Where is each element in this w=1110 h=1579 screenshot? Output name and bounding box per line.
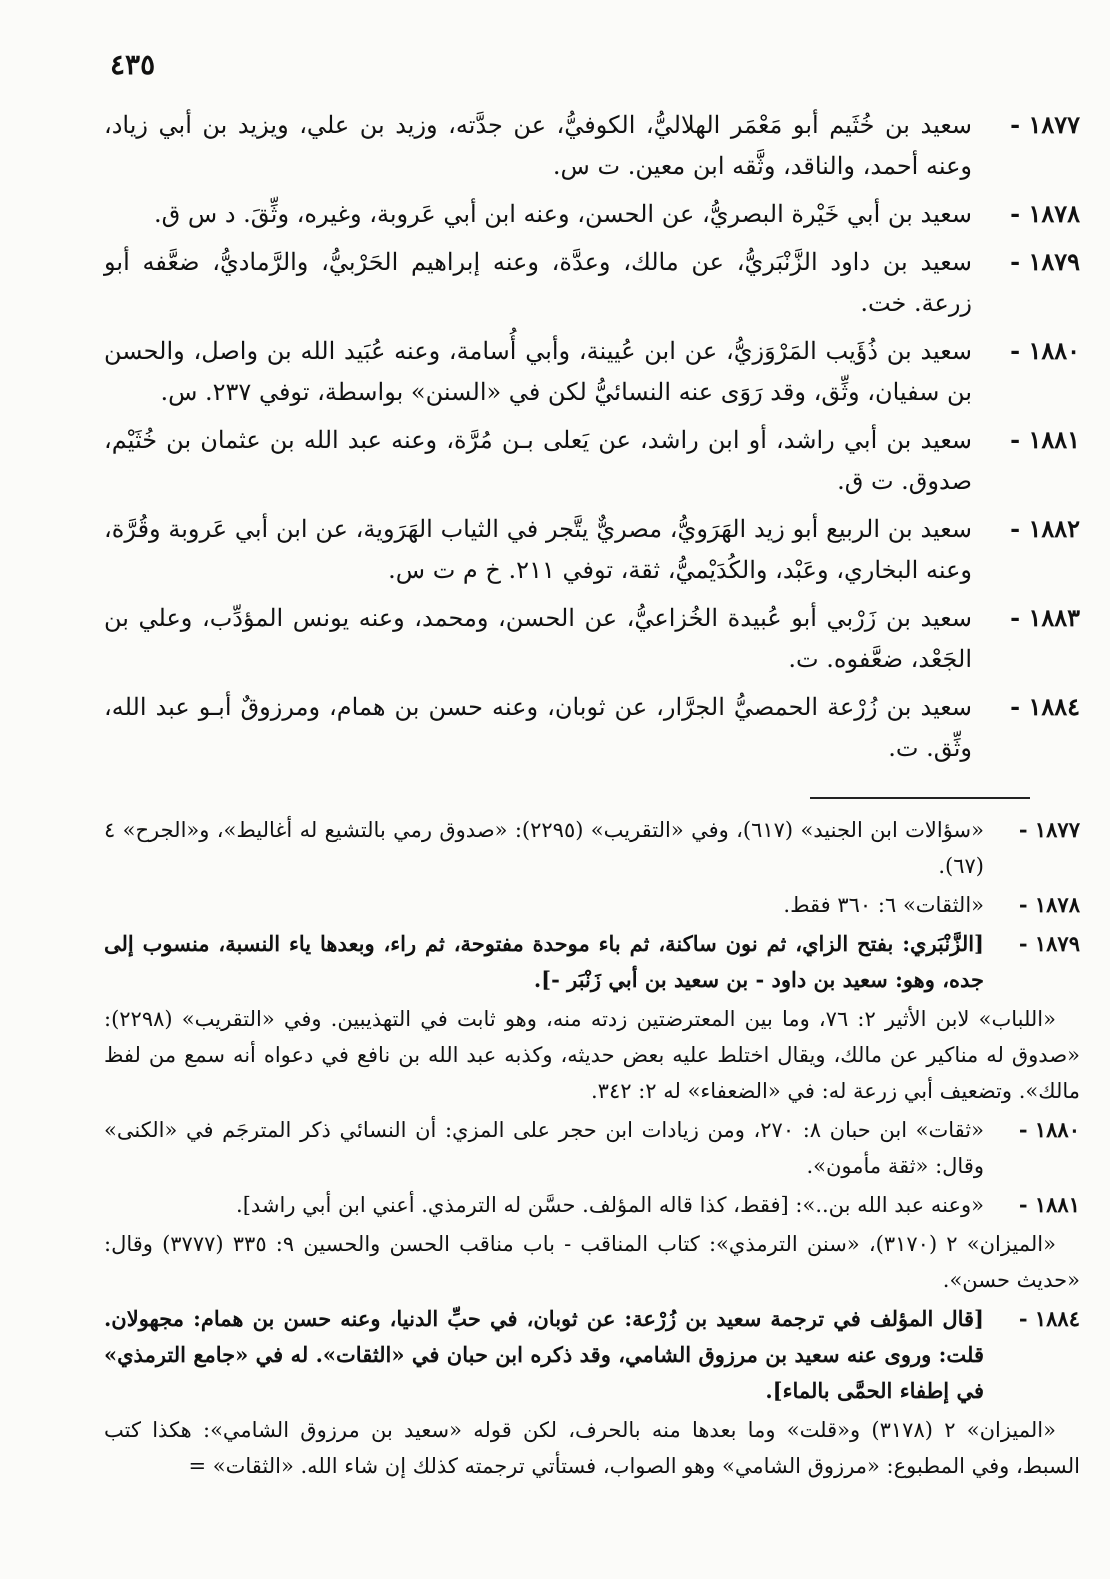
- entry-text: سعيد بن خُثَيم أبو مَعْمَر الهلاليُّ، الكوفيُّ، عن جدَّته، وزيد بن علي، ويزيد بن أبي زياد، وعنه أحمد، والناقد، وثَّقه ابن معين. ت س.: [104, 111, 972, 180]
- entry-number: ١٨٧٧ -: [1010, 110, 1080, 139]
- entry-text: سعيد بن الربيع أبو زيد الهَرَويُّ، مصريٌّ يتَّجر في الثياب الهَرَوية، عن ابن أبي عَروبة وقُرَّة، وعنه البخاري، وعَبْد، والكُدَيْميُّ، ثقة، توفي ٢١١. خ م ت س.: [104, 515, 972, 584]
- entry-1883: [104, 597, 1080, 680]
- footnote-1884: [104, 1301, 1080, 1409]
- entry-text: سعيد بن زَرْبي أبو عُبيدة الخُزاعيُّ، عن الحسن، ومحمد، وعنه يونس المؤدِّب، وعلي بن الجَعْد، ضعَّفوه. ت.: [104, 604, 972, 673]
- entry-text: سعيد بن داود الزَّنْبَريُّ، عن مالك، وعدَّة، وعنه إبراهيم الحَرْبيُّ، والرَّماديُّ، ضعَّفه أبو زرعة. خت.: [104, 248, 972, 317]
- footnote-number: ١٨٨٤ -: [1018, 1306, 1080, 1331]
- footnote-number: ١٨٨١ -: [1018, 1192, 1080, 1217]
- entry-number: ١٨٨٤ -: [1010, 692, 1080, 721]
- footnote-text: [قال المؤلف في ترجمة سعيد بن زُرْعة: عن ثوبان، في حبِّ الدنيا، وعنه حسن بن همام: مجهولان. قلت: وروى عنه سعيد بن مرزوق الشامي، وقد ذكره ابن حبان في «الثقات». له في «جامع الترمذي» في إطفاء الحمَّى بالماء].: [104, 1306, 984, 1403]
- footnote-number: ١٨٧٧ -: [1018, 817, 1080, 842]
- footnote-number: ١٨٧٨ -: [1018, 892, 1080, 917]
- footnote-1880: [104, 1112, 1080, 1184]
- entry-text: سعيد بن أبي راشد، أو ابن راشد، عن يَعلى بـن مُرَّة، وعنه عبد الله بن عثمان بن خُثَيْم، صدوق. ت ق.: [104, 426, 973, 495]
- entry-number: ١٨٨٢ -: [1010, 514, 1080, 543]
- entry-text: سعيد بن زُرْعة الحمصيُّ الجرَّار، عن ثوبان، وعنه حسن بن همام، ومرزوقٌ أبـو عبد الله، وثِّق. ت.: [104, 693, 972, 762]
- footnote-1884-source: «الميزان» ٢ (٣١٧٨) و«قلت» وما بعدها منه بالحرف، لكن قوله «سعيد بن مرزوق الشامي»: هكذا كتب السبط، وفي المطبوع: «مرزوق الشامي» وهو الصواب، فستأتي ترجمته كذلك إن شاء الله. «الثقات» =: [104, 1418, 1080, 1478]
- footnote-text: «الثقات» ٦: ٣٦٠ فقط.: [783, 893, 984, 917]
- footnote-1879-source: «اللباب» لابن الأثير ٢: ٧٦، وما بين المعترضتين زدته منه، وهو ثابت في التهذيبين. وفي «التقريب» (٢٢٩٨): «صدوق له مناكير عن مالك، ويقال اختلط عليه بعض حديثه، وكذبه عبد الله بن نافع في دعواه أنه سمع من لفظ مالك». وتضعيف أبي زرعة له: في «الضعفاء» له ٢: ٣٤٢.: [104, 1007, 1080, 1103]
- footnote-separator: [810, 797, 1030, 799]
- footnote-1877: [104, 812, 1080, 884]
- entry-1884: [104, 686, 1080, 769]
- entry-1881: [104, 419, 1080, 502]
- footnotes: [104, 812, 1080, 1487]
- footnote-text: [الزَّنْبَري: بفتح الزاي، ثم نون ساكنة، ثم باء موحدة مفتوحة، ثم راء، وبعدها ياء النسبة، منسوب إلى جده، وهو: سعيد بن داود - بن سعيد بن أبي زَنْبَر -].: [104, 931, 984, 992]
- footnote-text: «سؤالات ابن الجنيد» (٦١٧)، وفي «التقريب» (٢٢٩٥): «صدوق رمي بالتشيع له أغاليط»، و«الجرح» ٤ (٦٧).: [104, 818, 984, 878]
- entry-number: ١٨٧٨ -: [1010, 199, 1080, 228]
- footnote-1881: [104, 1187, 1080, 1223]
- footnote-1881-source: «الميزان» ٢ (٣١٧٠)، «سنن الترمذي»: كتاب المناقب - باب مناقب الحسن والحسين ٩: ٣٣٥ (٣٧٧٧) وقال: «حديث حسن».: [104, 1232, 1080, 1292]
- footnote-1879: [104, 926, 1080, 998]
- entry-text: سعيد بن أبي خَيْرة البصريُّ، عن الحسن، وعنه ابن أبي عَروبة، وغيره، وثِّقَ. د س ق.: [154, 200, 972, 228]
- footnote-number: ١٨٨٠ -: [1018, 1117, 1080, 1142]
- entry-1882: [104, 508, 1080, 591]
- entry-1878: [104, 193, 1080, 235]
- entry-number: ١٨٨٣ -: [1010, 603, 1080, 632]
- footnote-number: ١٨٧٩ -: [1018, 931, 1080, 956]
- entry-number: ١٨٧٩ -: [1010, 247, 1080, 276]
- biographical-entries: [104, 104, 1080, 775]
- entry-text: سعيد بن ذُؤَيب المَرْوَزيُّ، عن ابن عُيينة، وأبي أُسامة، وعنه عُبَيد الله بن واصل، والحسن بن سفيان، وثِّق، وقد رَوَى عنه النسائيُّ لكن في «السنن» بواسطة، توفي ٢٣٧. س.: [104, 337, 972, 406]
- footnote-text: «ثقات» ابن حبان ٨: ٢٧٠، ومن زيادات ابن حجر على المزي: أن النسائي ذكر المترجَم في «الكنى» وقال: «ثقة مأمون».: [104, 1118, 984, 1178]
- entry-1880: [104, 330, 1080, 413]
- entry-number: ١٨٨٠ -: [1010, 336, 1080, 365]
- entry-number: ١٨٨١ -: [1010, 425, 1081, 454]
- page-number: ٤٣٥: [110, 48, 156, 81]
- entry-1877: [104, 104, 1080, 187]
- entry-1879: [104, 241, 1080, 324]
- footnote-1878: [104, 887, 1080, 923]
- footnote-text: «وعنه عبد الله بن..»: [فقط، كذا قاله المؤلف. حسَّن له الترمذي. أعني ابن أبي راشد].: [236, 1193, 984, 1217]
